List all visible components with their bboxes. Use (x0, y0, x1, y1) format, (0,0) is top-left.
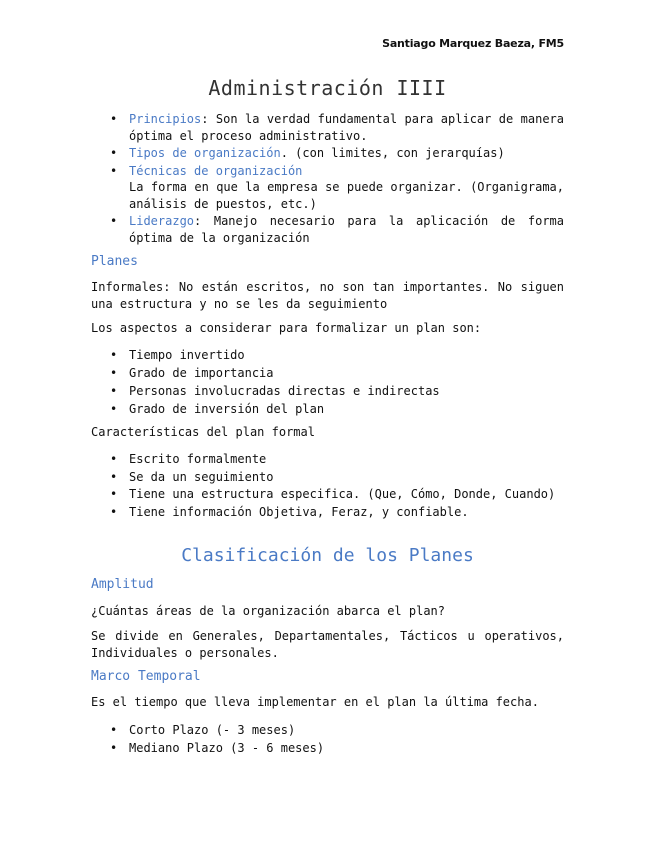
intro-list (91, 111, 564, 246)
term-principios: Principios (129, 112, 202, 126)
list-item: • Mediano Plazo (3 - 6 meses) (91, 739, 564, 757)
list-item: • Tiempo invertido (91, 346, 564, 364)
list-item: • Tiene información Objetiva, Feraz, y confiable. (91, 504, 564, 521)
list-item: • Tiene una estructura especifica. (Que, Cómo, Donde, Cuando) (91, 486, 564, 503)
section-heading-amplitud: Amplitud (91, 577, 154, 592)
list-item: • Corto Plazo (- 3 meses) (91, 721, 564, 739)
term-liderazgo: Liderazgo (129, 214, 195, 228)
paragraph-marco-temporal: Es el tiempo que lleva implementar en el plan la última fecha. (91, 695, 539, 709)
plazos-list (91, 721, 564, 757)
author-name: Santiago Marquez Baeza, FM5 (382, 37, 564, 50)
paragraph-informales: Informales: No están escritos, no son tan importantes. No siguen una estructura y no se les da seguimiento (91, 280, 564, 311)
term-tecnicas: Técnicas de organización (129, 163, 303, 178)
list-item-text: : Manejo necesario para la aplicación de forma óptima de la organización (129, 214, 564, 245)
section-heading-marco-temporal: Marco Temporal (91, 669, 201, 684)
list-item-text: . (con limites, con jerarquías) (280, 146, 505, 160)
list-item: • Se da un seguimiento (91, 469, 564, 486)
section-heading-planes: Planes (91, 254, 138, 269)
paragraph-amplitud-question: ¿Cuántas áreas de la organización abarca el plan? (91, 604, 446, 618)
list-item (91, 163, 564, 213)
list-item (91, 213, 564, 246)
aspectos-list (91, 346, 564, 418)
list-item: • Grado de importancia (91, 364, 564, 382)
list-item: • Grado de inversión del plan (91, 400, 564, 418)
list-item: • Escrito formalmente (91, 451, 564, 468)
list-item (91, 145, 564, 162)
paragraph-amplitud: Se divide en Generales, Departamentales, Tácticos u operativos, Individuales o personales. (91, 629, 564, 660)
list-item-text: La forma en que la empresa se puede organizar. (Organigrama, análisis de puestos, etc.) (129, 180, 564, 211)
list-item-text: : Son la verdad fundamental para aplicar de manera óptima el proceso administrativo. (129, 112, 564, 143)
paragraph-aspectos: Los aspectos a considerar para formalizar un plan son: (91, 321, 482, 335)
list-item (91, 111, 564, 144)
section-title-clasificacion: Clasificación de los Planes (181, 545, 474, 566)
list-item: • Personas involucradas directas e indirectas (91, 382, 564, 400)
caracteristicas-list (91, 451, 564, 520)
page-title: Administración IIII (208, 76, 447, 100)
term-tipos: Tipos de organización (129, 146, 281, 160)
paragraph-caracteristicas: Características del plan formal (91, 425, 315, 439)
